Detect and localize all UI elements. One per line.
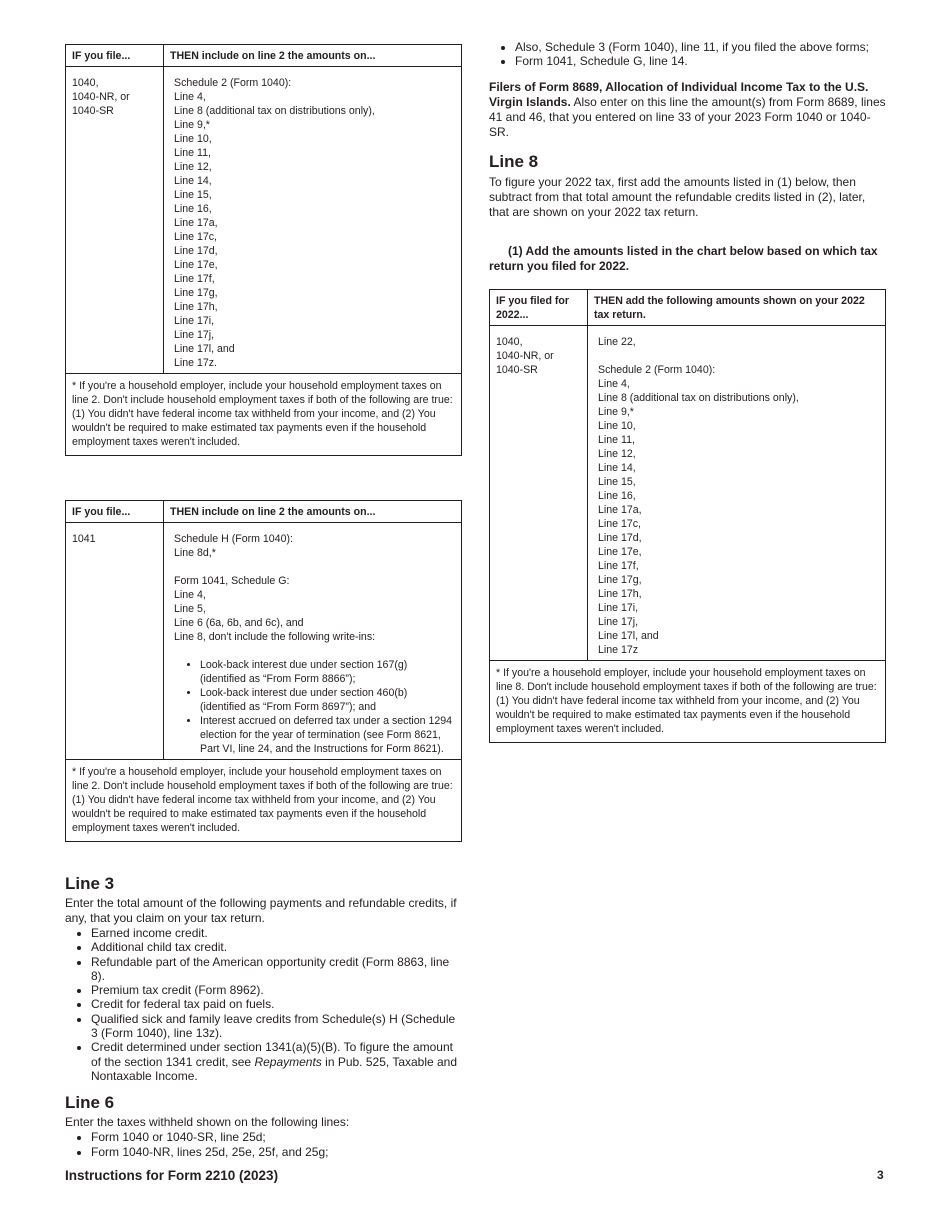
line-item: Line 11, (174, 147, 211, 159)
line-item: Line 14, (174, 175, 212, 187)
line-item: Line 8 (additional tax on distributions only), (598, 391, 799, 404)
line-item: Line 10, (174, 133, 212, 145)
line-item: Line 17h, (598, 587, 642, 600)
line6-section (65, 1093, 462, 1159)
credit-item (91, 1040, 462, 1083)
file-type: 1040-NR, or (72, 91, 130, 103)
line-item: Line 17f, (598, 559, 639, 572)
line-item: Line 12, (598, 447, 636, 460)
line-list-cell (164, 523, 462, 760)
column-header-if: IF you file... (66, 45, 164, 67)
credit-item: • Refundable part of the American opportunity credit (Form 8863, line 8). (91, 955, 462, 984)
credit-item: • Earned income credit. (91, 926, 462, 940)
column-header-then: THEN add the following amounts shown on your 2022 tax return. (588, 289, 886, 325)
line-item: Line 9,* (174, 119, 210, 131)
line-item: Line 17g, (174, 287, 218, 299)
line-item: Line 17f, (174, 273, 215, 285)
form-8689-text: Also enter on this line the amount(s) from Form 8689, lines 41 and 46, that you entered on line 33 of your 2023 Form 1040 or 1040-SR. (489, 94, 886, 139)
line-item: Line 4, (174, 91, 206, 103)
line-list-cell (588, 325, 886, 660)
line-item: Line 9,* (598, 405, 634, 418)
line-item: Line 17z (598, 643, 639, 656)
line-item: Line 17c, (174, 231, 217, 243)
line-item: Line 11, (598, 433, 635, 446)
write-ins-list (174, 658, 453, 756)
line-item: Schedule 2 (Form 1040): (174, 77, 292, 89)
right-column (489, 40, 886, 743)
line-item: Line 17e, (174, 259, 218, 271)
line-item: Line 17l, and (598, 629, 659, 642)
line-item: Line 17i, (598, 601, 639, 614)
write-in-item: • Look-back interest due under section 460(b) (identified as “From Form 8697”); and (200, 686, 453, 714)
line2-chart-1040 (65, 44, 462, 456)
line8-heading: Line 8 (489, 151, 539, 171)
line3-list (65, 926, 462, 1083)
table-footnote: * If you're a household employer, include your household employment taxes on line 2. Don't include household employment taxes if both of the following are true: (1) You didn't have federal income tax withheld from your income, and (2) You wouldn't be required to make estimated tax payments even if the household employment taxes weren't included. (66, 374, 462, 456)
line-item: Line 17a, (598, 503, 642, 516)
line-item: Line 4, (174, 589, 206, 601)
file-type: 1040, (72, 77, 99, 89)
form-8689-label: Filers of Form 8689, Allocation of Individual Income Tax to the U.S. Virgin Islands. (489, 79, 869, 109)
line-item: Line 6 (6a, 6b, and 6c), and (174, 617, 304, 629)
repayments-reference: Repayments (254, 1054, 322, 1069)
left-column (65, 44, 462, 1159)
line-item: Line 14, (598, 461, 636, 474)
line-item: Line 17h, (174, 301, 218, 313)
line6-heading: Line 6 (65, 1093, 115, 1113)
line-item: Line 15, (598, 475, 636, 488)
line-item: Line 17g, (598, 573, 642, 586)
credit-item: • Additional child tax credit. (91, 940, 462, 954)
credit-item: • Qualified sick and family leave credits from Schedule(s) H (Schedule 3 (Form 1040), line 13z). (91, 1012, 462, 1041)
line-item: Line 12, (174, 161, 212, 173)
step-1-instruction: (1) Add the amounts listed in the chart below based on which tax return you filed for 2022. (489, 243, 878, 273)
file-type: 1040-NR, or (496, 349, 554, 362)
line-list-cell (164, 67, 462, 374)
write-in-item: • Interest accrued on deferred tax under a section 1294 election for the year of termination (see Form 8621, Part VI, line 24, and the Instructions for Form 8621). (200, 714, 453, 756)
file-type-cell (490, 325, 588, 660)
column-header-if: IF you file... (66, 501, 164, 523)
line2-chart-1041 (65, 500, 462, 842)
file-type-cell (66, 67, 164, 374)
file-type: 1040-SR (496, 363, 538, 376)
footer-title: Instructions for Form 2210 (2023) (65, 1168, 279, 1183)
line3-heading: Line 3 (65, 874, 115, 893)
line-item: Line 17z. (174, 357, 217, 369)
page-number: 3 (877, 1168, 884, 1182)
table-footnote: * If you're a household employer, include your household employment taxes on line 8. Don't include household employment taxes if both of the following are true: (1) You didn't have federal income tax withheld from your income, and (2) You wouldn't be required to make estimated tax payments even if the household employment taxes weren't included. (490, 660, 886, 742)
column-header-if: IF you filed for 2022... (490, 289, 588, 325)
line-item: Schedule H (Form 1040): (174, 533, 293, 545)
withholding-item: • Form 1040 or 1040-SR, line 25d; (91, 1130, 462, 1144)
line-item: Line 17c, (598, 517, 641, 530)
line8-chart (489, 289, 886, 743)
line3-section (65, 874, 462, 1083)
form-8689-paragraph (489, 80, 886, 140)
line-item: Line 10, (598, 419, 636, 432)
line-item: Line 17a, (174, 217, 218, 229)
line8-intro: To figure your 2022 tax, first add the amounts listed in (1) below, then subtract from that total amount the refundable credits listed in (2), later, that are shown on your 2022 tax return. (489, 174, 866, 219)
line-item: Line 17e, (598, 545, 642, 558)
line-item: Line 8, don't include the following write-ins: (174, 631, 376, 643)
line-item: Line 16, (174, 203, 212, 215)
withholding-item: • Form 1041, Schedule G, line 14. (515, 54, 886, 68)
withholding-item: • Form 1040-NR, lines 25d, 25e, 25f, and 25g; (91, 1145, 462, 1159)
file-type: 1040, (496, 335, 523, 348)
line6-continued-list (489, 40, 886, 69)
file-type-cell: 1041 (66, 523, 164, 760)
line-item: Line 5, (174, 603, 206, 615)
line-item: Schedule 2 (Form 1040): (598, 363, 716, 376)
line-item: Line 17d, (174, 245, 218, 257)
credit-item-text: in Pub. 525, Taxable and Nontaxable Income. (91, 1054, 458, 1083)
line-item: Line 17d, (598, 531, 642, 544)
line-item: Line 17j, (598, 615, 639, 628)
line3-intro: Enter the total amount of the following payments and refundable credits, if any, that you claim on your tax return. (65, 896, 457, 925)
credit-item: • Premium tax credit (Form 8962). (91, 983, 462, 997)
credit-item: • Credit for federal tax paid on fuels. (91, 997, 462, 1011)
line-item: Line 16, (598, 489, 636, 502)
line-item: Line 4, (598, 377, 630, 390)
line-22-item: Line 22, (598, 335, 636, 348)
column-header-then: THEN include on line 2 the amounts on... (164, 501, 462, 523)
line6-intro: Enter the taxes withheld shown on the following lines: (65, 1115, 350, 1130)
line6-list (65, 1130, 462, 1159)
line-item: Line 17j, (174, 329, 215, 341)
table-footnote: * If you're a household employer, include your household employment taxes on line 2. Don't include household employment taxes if both of the following are true: (1) You didn't have federal income tax withheld from your income, and (2) You wouldn't be required to make estimated tax payments even if the household employment taxes weren't included. (66, 760, 462, 842)
column-header-then: THEN include on line 2 the amounts on... (164, 45, 462, 67)
line-item: Line 17i, (174, 315, 215, 327)
line-item: Line 17l, and (174, 343, 235, 355)
line-item: Line 8d,* (174, 547, 216, 559)
withholding-item: • Also, Schedule 3 (Form 1040), line 11, if you filed the above forms; (515, 40, 886, 54)
line-item: Line 8 (additional tax on distributions only), (174, 105, 375, 117)
file-type: 1040-SR (72, 105, 114, 117)
credit-item-text: Credit determined under section 1341(a)(5)(B). To figure the amount of the section 1341 credit, see (91, 1040, 453, 1069)
line-item: Line 15, (174, 189, 212, 201)
line-item: Form 1041, Schedule G: (174, 575, 290, 587)
write-in-item: • Look-back interest due under section 167(g) (identified as “From Form 8866”); (200, 658, 453, 686)
